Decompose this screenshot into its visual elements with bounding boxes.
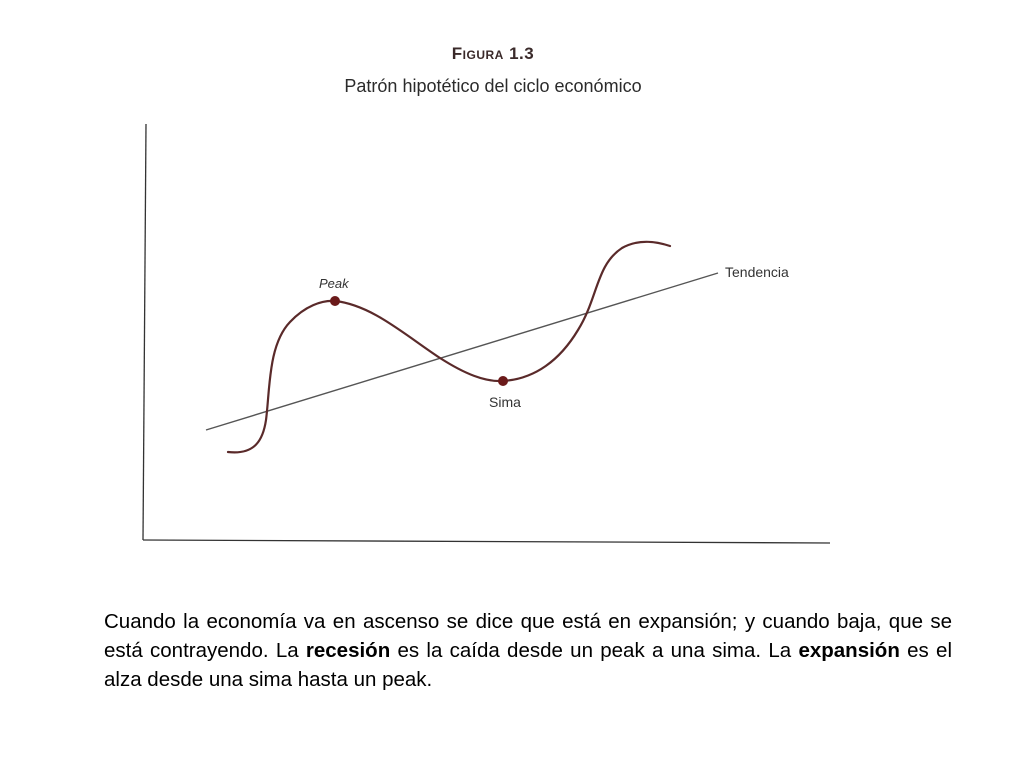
trend-label: Tendencia <box>725 264 789 280</box>
caption-text-3: es el alza desde una sima hasta un peak. <box>104 639 952 691</box>
trend-line <box>206 273 718 430</box>
trough-label: Sima <box>489 394 521 410</box>
peak-point <box>330 296 340 306</box>
y-axis <box>143 124 146 540</box>
caption-term-expansion: expansión <box>798 639 900 662</box>
cycle-curve <box>228 242 670 453</box>
caption-text-2: es la caída desde un peak a una sima. La <box>390 639 799 662</box>
caption-text-1: Cuando la economía va en ascenso se dice que está en expansión; y cuando baja, que se está contrayendo. La <box>104 610 952 662</box>
caption-paragraph <box>104 607 952 694</box>
peak-label: Peak <box>319 276 349 291</box>
figure-number: Figura 1.3 <box>451 44 535 63</box>
trough-point <box>498 376 508 386</box>
caption-term-recession: recesión <box>305 639 391 662</box>
figure-title: Patrón hipotético del ciclo económico <box>344 76 642 96</box>
x-axis <box>143 540 830 543</box>
